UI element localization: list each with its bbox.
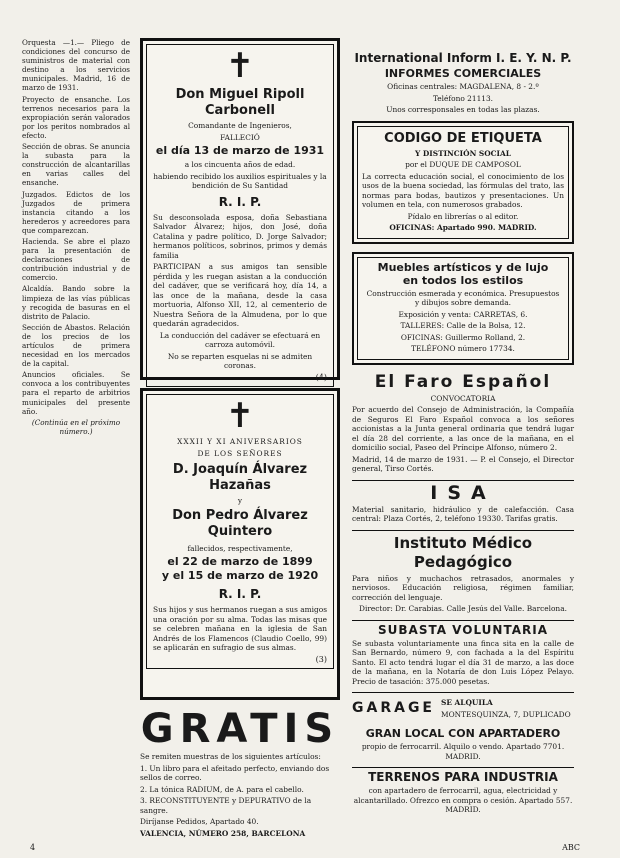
- obituary-anniversary: XXXII Y XI ANIVERSARIOS: [177, 437, 303, 446]
- left-paragraph: Alcaldía. Bando sobre la limpieza de las vías públicas y recogida de basuras en el distrito de Palacio.: [22, 284, 130, 321]
- ad-subtitle: SE ALQUILA: [441, 698, 493, 707]
- obituary-died: FALLECIÓ: [220, 132, 260, 142]
- obituary-family: Su desconsolada esposa, doña Sebastiana Salvador Álvarez; hijos, don José, doña Catalina y padre político, D. Jorge Salvador; hermanos políticos, sobrinos, primos y demás familia: [153, 212, 327, 260]
- gratis-title: GRATIS: [140, 706, 340, 752]
- obituary-date: el 22 de marzo de 1899: [167, 555, 313, 568]
- left-paragraph: Sección de Abastos. Relación de los precios de los artículos de primera necesidad en los mercados de la capital.: [22, 322, 130, 369]
- ad-offices: OFICINAS: Guillermo Rolland, 2.: [400, 332, 526, 342]
- ad-body: Por acuerdo del Consejo de Administración, la Compañía de Seguros El Faro Español convoca a los señores accionistas a la Junta general ordinaria que tendrá lugar el día 28 del corriente, a las once de la mañana, en el domicilio social, Paseo del Príncipe Alfonso, número 2.: [352, 405, 574, 452]
- obituary-number: (4): [315, 372, 327, 382]
- ad-title: en todos los estilos: [402, 273, 524, 287]
- ad-maker: Exposición y venta: CARRETAS, 6.: [398, 309, 528, 319]
- ad-body: Para niños y muchachos retrasados, anormales y nerviosos. Educación religiosa, régimen familiar, corrección del lenguaje.: [352, 573, 574, 602]
- obituary-alvarez: [140, 388, 340, 700]
- obituary-age: a los cincuenta años de edad.: [184, 160, 296, 169]
- obituary-senores: DE LOS SEÑORES: [197, 448, 283, 458]
- obituary-profession: Comandante de Ingenieros,: [188, 121, 292, 130]
- left-paragraph: Orquesta —1.— Pliego de condiciones del concurso de suministros de material con destino a los servicios municipales. Madrid, 16 de marzo de 1931.: [22, 38, 130, 93]
- ad-phone: Teléfono 21113.: [432, 93, 494, 103]
- ad-title: TERRENOS PARA INDUSTRIA: [368, 770, 558, 784]
- ad-title: GARAGE: [352, 700, 435, 716]
- ad-title: CODIGO DE ETIQUETA: [384, 130, 542, 146]
- ad-subtitle: INFORMES COMERCIALES: [384, 67, 542, 80]
- left-paragraph: Sección de obras. Se anuncia la subasta para la construcción de alcantarillas en varias calles del ensanche.: [22, 142, 130, 188]
- ad-title: SUBASTA VOLUNTARIA: [378, 622, 548, 637]
- gratis-line: VALENCIA, NÚMERO 258, BARCELONA: [140, 828, 306, 838]
- ad-phone: TELÉFONO número 17734.: [411, 344, 515, 353]
- ad-isa: [352, 481, 574, 524]
- left-paragraph: Juzgados. Edictos de los Juzgados de primera instancia citando a los herederos y acreedores para que comparezcan.: [22, 189, 130, 235]
- ad-subasta: [352, 624, 574, 687]
- ad-body: con apartadero de ferrocarril, agua, electricidad y alcantarillado. Ofrezco en compra o cesión. Apartado 557. MADRID.: [353, 786, 573, 814]
- obituary-number: (3): [315, 654, 327, 664]
- ad-title: Instituto Médico Pedagógico: [393, 533, 533, 571]
- divider: [352, 692, 574, 693]
- ad-international: [352, 50, 574, 115]
- right-ads-column: [352, 50, 574, 821]
- left-paragraph: Anuncios oficiales. Se convoca a los contribuyentes para el reparto de arbitrios municipales del presente año.: [22, 370, 130, 416]
- middle-column: [140, 38, 340, 840]
- ad-body: Construcción esmerada y económica. Presupuestos y dibujos sobre demanda.: [366, 288, 560, 307]
- ad-price: Pídalo en librerías o al editor.: [407, 211, 519, 221]
- divider: [352, 480, 574, 481]
- obituary-date: y el 15 de marzo de 1920: [161, 569, 319, 582]
- left-news-column: [22, 38, 130, 438]
- ad-instituto: [352, 534, 574, 614]
- ad-note: Unos corresponsales en todas las plazas.: [386, 105, 540, 114]
- obituary-name: D. Joaquín Álvarez Hazañas: [172, 462, 308, 493]
- ad-faro: [352, 373, 574, 474]
- cross-icon: ✝: [225, 396, 255, 436]
- gratis-line: Diríjanse Pedidos, Apartado 40.: [140, 817, 259, 826]
- publication-mark: ABC: [562, 843, 580, 852]
- ad-shop: TALLERES: Calle de la Bolsa, 12.: [400, 321, 526, 330]
- ad-body: propio de ferrocarril. Alquilo o vendo. Apartado 7701. MADRID.: [361, 742, 565, 761]
- ad-muebles: [352, 252, 574, 365]
- gratis-line: Se remiten muestras de los siguientes artículos:: [140, 752, 321, 761]
- gratis-line: 3. RECONSTITUYENTE y DEPURATIVO de la sangre.: [140, 796, 312, 815]
- obituary-name: Don Pedro Álvarez Quintero: [172, 507, 308, 539]
- ad-body: MONTESQUINZA, 7, DUPLICADO: [441, 709, 571, 719]
- ad-order: OFICINAS: Apartado 990. MADRID.: [389, 223, 537, 232]
- ad-subtitle: Y DISTINCIÓN SOCIAL: [415, 148, 511, 158]
- left-paragraph: (Continúa en el próximo número.): [31, 417, 121, 436]
- ad-body: Material sanitario, hidráulico y de calefacción. Casa central: Plaza Cortés, 2, teléfono 19330. Tarifas gratis.: [352, 504, 574, 523]
- ad-body: Se subasta voluntariamente una finca sita en la calle de San Bernardo, número 9, con fachada a la del Espíritu Santo. El acto tendrá lugar el día 31 de marzo, a las doce de la mañana, en la Notaría de don Luis López Pelayo. Precio de tasación: 375.000 pesetas.: [352, 638, 574, 686]
- obituary-note: No se reparten esquelas ni se admiten coronas.: [167, 351, 313, 370]
- obituary-text: Sus hijos y sus hermanos ruegan a sus amigos una oración por su alma. Todas las misas que se celebren mañana en la iglesia de San Andrés de los Flamencos (Claudio Coello, 99) se aplicarán en sufragio de sus almas.: [153, 605, 327, 652]
- left-paragraph: Hacienda. Se abre el plazo para la presentación de declaraciones de contribución industrial y de comercio.: [22, 236, 130, 283]
- obituary-note: La conducción del cadáver se efectuará en carroza automóvil.: [159, 330, 321, 349]
- ad-codigo: [352, 121, 574, 244]
- gratis-line: 1. Un libro para el afeitado perfecto, enviando dos sellos de correo.: [140, 763, 330, 782]
- left-paragraph: Proyecto de ensanche. Los terrenos necesarios para la expropiación serán valorados por los peritos nombrados al efecto.: [22, 94, 130, 140]
- gratis-ad: [140, 708, 340, 838]
- obituary-date: el día 13 de marzo de 1931: [155, 144, 325, 157]
- ad-sign: Madrid, 14 de marzo de 1931. — P. el Consejo, el Director general, Tirso Cortés.: [352, 454, 574, 473]
- ad-garage: [352, 696, 574, 721]
- ad-title: El Faro Español: [374, 371, 552, 392]
- ad-body: La correcta educación social, el conocimiento de los usos de la buena sociedad, las fórmulas del trato, las normas para bodas, bautizos y presentaciones. Un volumen en tela, con numerosos grabados.: [362, 171, 564, 209]
- divider: [352, 767, 574, 768]
- ad-title: International Inform I. E. Y. N. P.: [354, 51, 572, 65]
- obituary-rip: R. I. P.: [218, 587, 262, 601]
- obituary-ripoll: [140, 38, 340, 380]
- obituary-rites: habiendo recibido los auxilios espirituales y la bendición de Su Santidad: [153, 171, 327, 190]
- obituary-request: PARTICIPAN a sus amigos tan sensible pérdida y les ruegan asistan a la conducción del cadáver, que se verificará hoy, día 14, a las once de la mañana, desde la casa mortuoria, Alfonso XII, 12, al cementerio de Nuestra Señora de la Almudena, por lo que quedarán agradecidos.: [153, 262, 327, 328]
- ad-director: Director: Dr. Carabias. Calle Jesús del Valle. Barcelona.: [359, 604, 567, 613]
- divider: [352, 530, 574, 531]
- ad-terrenos: [352, 771, 574, 815]
- gratis-line: 2. La tónica RADIUM, de A. para el cabello.: [140, 784, 304, 794]
- ad-address: Oficinas centrales: MAGDALENA, 8 - 2.º: [387, 82, 539, 91]
- obituary-and: y: [237, 496, 243, 505]
- page-number: 4: [30, 843, 36, 852]
- obituary-died: fallecidos, respectivamente,: [187, 543, 293, 553]
- divider: [352, 620, 574, 621]
- ad-title: ISA: [430, 481, 496, 504]
- ad-title: GRAN LOCAL CON APARTADERO: [365, 727, 561, 740]
- obituary-name: Don Miguel Ripoll Carbonell: [175, 87, 305, 118]
- ad-gran-local: [352, 727, 574, 761]
- obituary-rip: R. I. P.: [218, 194, 262, 209]
- cross-icon: ✝: [225, 46, 255, 86]
- ad-author: por el DUQUE DE CAMPOSOL: [405, 160, 521, 169]
- ad-title: Muebles artísticos y de lujo: [377, 260, 549, 274]
- ad-subtitle: CONVOCATORIA: [430, 393, 496, 403]
